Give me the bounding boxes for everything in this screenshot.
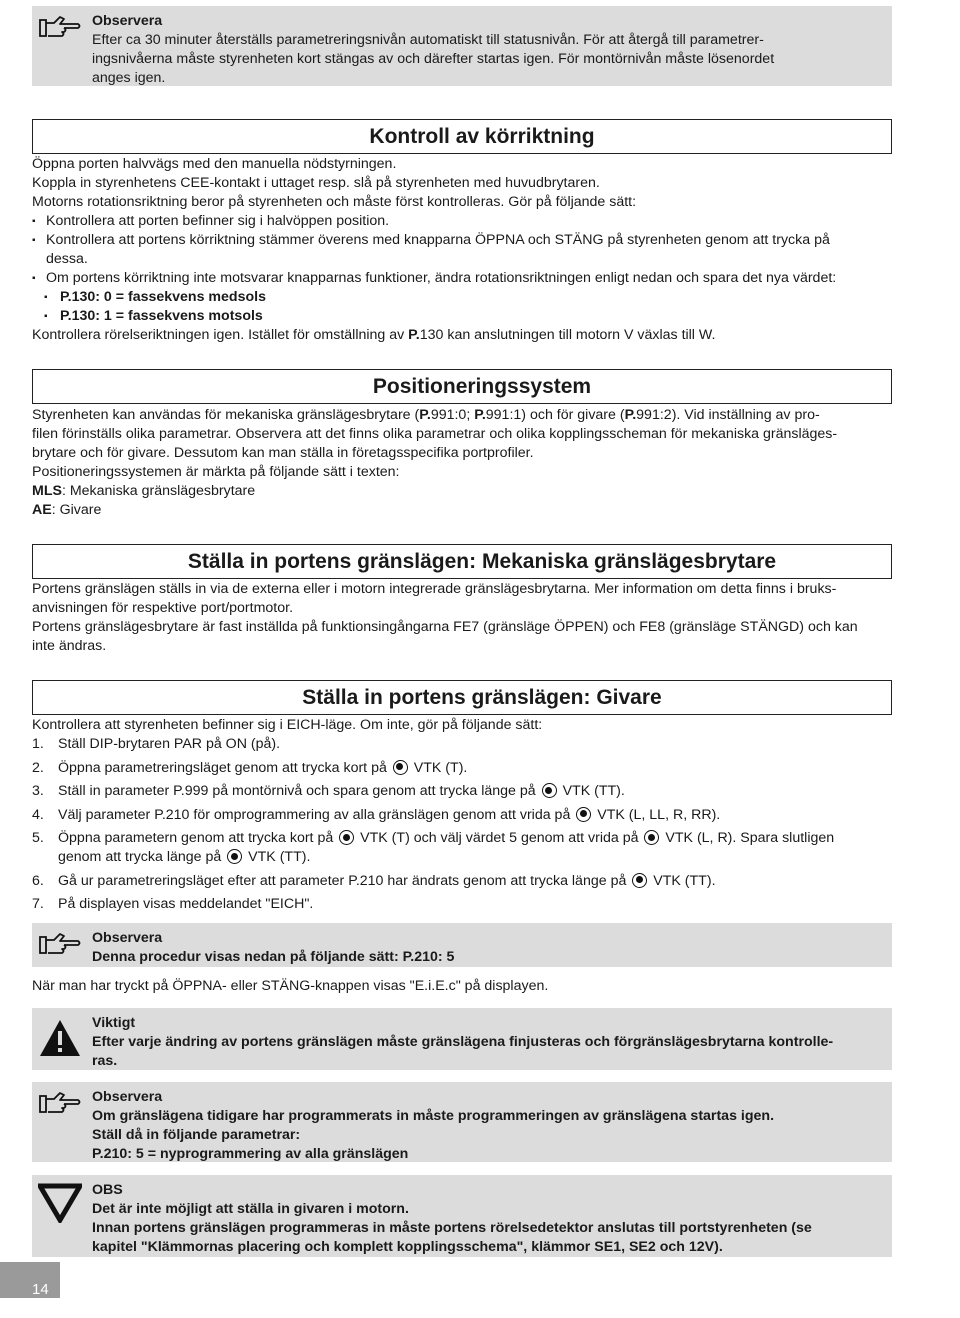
bullet-item: ▪ Kontrollera att porten befinner sig i halvöppen position. xyxy=(32,212,892,231)
vtk-button-icon xyxy=(644,830,659,845)
paragraph: Styrenheten kan användas för mekaniska gränslägesbrytare (P.991:0; P.991:1) och för givare (P.991:2). Vid inställning av pro- xyxy=(32,407,820,423)
paragraph: filen förinställs olika parametrar. Observera att det finns olika parametrar och olika kopplingsscheman för mekaniska gränsläges- xyxy=(32,426,838,442)
section-heading-mekaniska xyxy=(32,544,892,579)
caution-triangle-icon xyxy=(38,1183,82,1223)
heading-text: Kontroll av körriktning xyxy=(369,125,595,148)
paragraph: Portens gränslägesbrytare är fast inställda på funktionsingångarna FE7 (gränsläge ÖPPEN) och FE8 (gränsläge STÄNGD) och kan xyxy=(32,619,858,635)
step-item: 3. Ställ in parameter P.999 på montörnivå och spara genom att trycka länge på VTK (TT). xyxy=(32,783,625,799)
section-body-positionering xyxy=(32,406,892,520)
note-title: Observera xyxy=(92,1089,163,1105)
paragraph: Kontrollera att styrenheten befinner sig i EICH-läge. Om inte, gör på följande sätt: xyxy=(32,717,543,733)
note-line: Denna procedur visas nedan på följande sätt: P.210: 5 xyxy=(92,949,455,965)
obs-line: kapitel "Klämmornas placering och komplett kopplingsschema", klämmor SE1, SE2 och 12V). xyxy=(92,1239,723,1255)
page-number-text: 14 xyxy=(32,1281,49,1298)
note-line: anges igen. xyxy=(92,70,166,86)
paragraph: Kontrollera rörelseriktningen igen. Istället för omställning av P.130 kan anslutningen till motorn V växlas till W. xyxy=(32,327,716,343)
after-note-text xyxy=(32,977,892,996)
page-number xyxy=(0,1262,60,1298)
section-heading-givare xyxy=(32,680,892,715)
pointing-hand-icon xyxy=(38,931,82,957)
definition-ae: AE: Givare xyxy=(32,502,102,518)
heading-text: Ställa in portens gränslägen: Givare xyxy=(302,686,662,709)
note-title: Observera xyxy=(92,13,163,29)
vtk-button-icon xyxy=(393,760,408,775)
note-box-3 xyxy=(32,1082,892,1162)
warning-line: Efter varje ändring av portens gränslägen måste gränslägena finjusteras och förgränslägesbrytarna kontrolle- xyxy=(92,1034,834,1050)
vtk-button-icon xyxy=(339,830,354,845)
paragraph: anvisningen för respektive port/portmotor. xyxy=(32,600,294,616)
warning-triangle-icon xyxy=(38,1018,82,1058)
note-line: Efter ca 30 minuter återställs parametreringsnivån automatiskt till statusnivån. För att återgå till parametrer- xyxy=(92,32,764,48)
paragraph: Portens gränslägen ställs in via de externa eller i motorn integrerade gränslägesbrytarna. Mer information om detta finns i bruks- xyxy=(32,581,837,597)
paragraph: Koppla in styrenhetens CEE-kontakt i uttaget resp. slå på styrenheten med huvudbrytaren. xyxy=(32,175,600,191)
paragraph: Motorns rotationsriktning beror på styrenheten och måste först kontrolleras. Gör på följande sätt: xyxy=(32,194,637,210)
note-line: Om gränslägena tidigare har programmerats in måste programmeringen av gränslägena startas igen. xyxy=(92,1108,775,1124)
paragraph: Öppna porten halvvägs med den manuella nödstyrningen. xyxy=(32,156,397,172)
pointing-hand-icon xyxy=(38,1090,82,1116)
section-body-mekaniska xyxy=(32,580,892,656)
step-item: 2. Öppna parametreringsläget genom att trycka kort på VTK (T). xyxy=(32,759,468,776)
warning-box xyxy=(32,1008,892,1070)
section-heading-positionering xyxy=(32,369,892,404)
obs-box xyxy=(32,1175,892,1257)
heading-text: Ställa in portens gränslägen: Mekaniska gränslägesbrytare xyxy=(187,550,777,573)
note-line: P.210: 5 = nyprogrammering av alla gränslägen xyxy=(92,1146,409,1162)
obs-line: Det är inte möjligt att ställa in givaren i motorn. xyxy=(92,1201,409,1217)
sub-bullet-item: ▪ P.130: 0 = fassekvens medsols xyxy=(32,288,892,307)
obs-line: Innan portens gränslägen programmeras in måste portens rörelsedetektor anslutas till portstyrenheten (se xyxy=(92,1220,812,1236)
note-line: Ställ då in följande parametrar: xyxy=(92,1127,301,1143)
step-item: 4. Välj parameter P.210 för omprogrammering av alla gränslägen genom att vrida på VTK (L, LL, R, RR). xyxy=(32,806,721,823)
vtk-button-icon xyxy=(632,873,647,888)
vtk-button-icon xyxy=(227,849,242,864)
pointing-hand-icon xyxy=(38,14,82,40)
note-box-2 xyxy=(32,923,892,967)
paragraph: brytare och för givare. Dessutom kan man ställa in företagsspecifika portprofiler. xyxy=(32,445,534,461)
section-heading-korriktning xyxy=(32,119,892,154)
paragraph: inte ändras. xyxy=(32,638,107,654)
step-item: 1. Ställ DIP-brytaren PAR på ON (på). xyxy=(32,736,281,752)
bullet-item: ▪ Om portens körriktning inte motsvarar knapparnas funktioner, ändra rotationsriktningen enligt nedan och spara det nya värdet: xyxy=(32,269,892,288)
warning-title: Viktigt xyxy=(92,1015,136,1031)
paragraph: Positioneringssystemen är märkta på följande sätt i texten: xyxy=(32,464,400,480)
definition-mls: MLS: Mekaniska gränslägesbrytare xyxy=(32,483,256,499)
step-item: 6. Gå ur parametreringsläget efter att parameter P.210 har ändrats genom att trycka länge på VTK (TT). xyxy=(32,872,716,889)
step-item: 7. På displayen visas meddelandet "EICH". xyxy=(32,896,314,912)
step-item: 5. Öppna parametern genom att trycka kort på VTK (T) och välj värdet 5 genom att vrida på VTK (L, R). Spara slutligen genom att trycka länge på VTK (TT). xyxy=(32,830,835,865)
note-box-1 xyxy=(32,6,892,86)
note-line: ingsnivåerna måste styrenheten kort stängas av och därefter startas igen. För montörnivån måste lösenordet xyxy=(92,51,775,67)
paragraph: När man har tryckt på ÖPPNA- eller STÄNG-knappen visas "E.i.E.c" på displayen. xyxy=(32,978,549,994)
vtk-button-icon xyxy=(576,807,591,822)
bullet-item: ▪ Kontrollera att portens körriktning stämmer överens med knapparna ÖPPNA och STÄNG på styrenheten genom att trycka på dessa. xyxy=(32,231,892,269)
sub-bullet-item: ▪ P.130: 1 = fassekvens motsols xyxy=(32,307,892,326)
section-body-givare xyxy=(32,716,892,919)
vtk-button-icon xyxy=(542,783,557,798)
warning-line: ras. xyxy=(92,1053,118,1069)
section-body-korriktning xyxy=(32,155,892,345)
obs-title: OBS xyxy=(92,1182,123,1198)
note-title: Observera xyxy=(92,930,163,946)
heading-text: Positioneringssystem xyxy=(372,375,592,398)
